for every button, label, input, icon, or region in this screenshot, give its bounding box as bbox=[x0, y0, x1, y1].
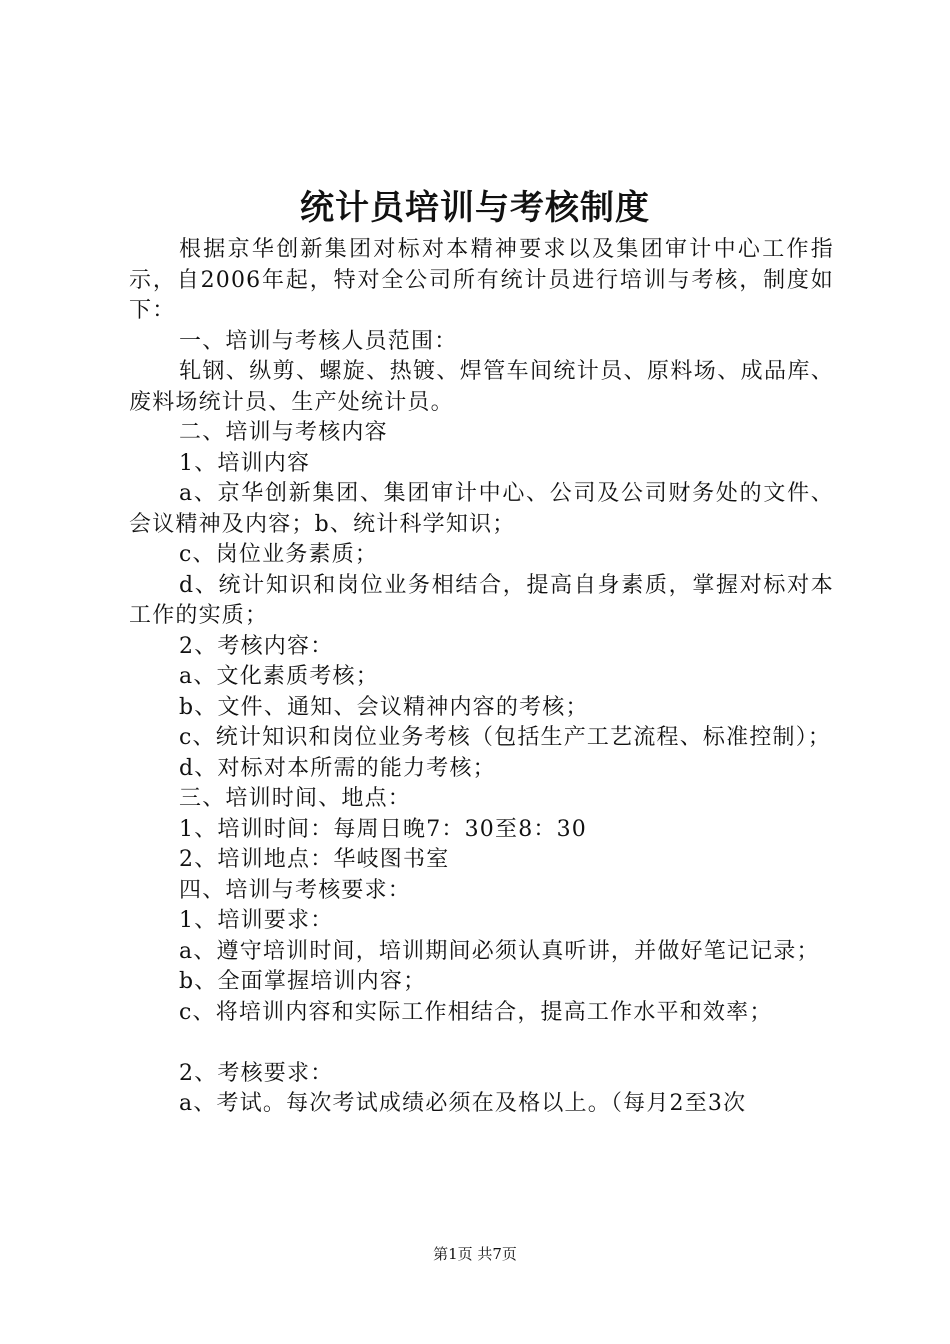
section-heading: 四、培训与考核要求： bbox=[179, 877, 412, 903]
subsection-heading: 2、考核要求： bbox=[179, 1060, 334, 1086]
subsection-heading: 2、考核内容： bbox=[179, 633, 334, 659]
list-item: 1、培训时间：每周日晚7：30至8：30 bbox=[179, 816, 587, 842]
section-heading: 二、培训与考核内容 bbox=[179, 420, 388, 445]
document-body bbox=[129, 235, 834, 1120]
list-item: a、遵守培训时间，培训期间必须认真听讲，并做好笔记记录； bbox=[179, 938, 820, 964]
paragraph: 轧钢、纵剪、螺旋、热镀、焊管车间统计员、原料场、成品库、废料场统计员、生产处统计员。 bbox=[129, 359, 834, 415]
blank-line bbox=[129, 1028, 834, 1059]
subsection-heading: 1、培训内容 bbox=[179, 450, 311, 476]
list-item: d、统计知识和岗位业务相结合，提高自身素质，掌握对标对本工作的实质； bbox=[129, 572, 834, 628]
list-item: a、京华创新集团、集团审计中心、公司及公司财务处的文件、会议精神及内容；b、统计科学知识； bbox=[129, 481, 834, 537]
list-item: a、文化素质考核； bbox=[179, 664, 379, 689]
list-item: 2、培训地点：华岐图书室 bbox=[179, 847, 450, 872]
list-item: c、将培训内容和实际工作相结合，提高工作水平和效率； bbox=[179, 999, 773, 1025]
section-heading: 三、培训时间、地点： bbox=[179, 786, 412, 811]
list-item: d、对标对本所需的能力考核； bbox=[179, 755, 496, 781]
paragraph: 根据京华创新集团对标对本精神要求以及集团审计中心工作指示，自2006年起，特对全公司所有统计员进行培训与考核，制度如下： bbox=[129, 237, 834, 323]
list-item: c、统计知识和岗位业务考核（包括生产工艺流程、标准控制）； bbox=[179, 725, 832, 750]
list-item: b、文件、通知、会议精神内容的考核； bbox=[179, 694, 589, 720]
list-item: a、考试。每次考试成绩必须在及格以上。（每月2至3次 bbox=[179, 1091, 747, 1116]
page-footer: 第1页 共7页 bbox=[433, 1245, 517, 1263]
document-title: 统计员培训与考核制度 bbox=[300, 188, 650, 228]
list-item: b、全面掌握培训内容； bbox=[179, 969, 427, 994]
list-item: c、岗位业务素质； bbox=[179, 542, 379, 567]
subsection-heading: 1、培训要求： bbox=[179, 908, 334, 933]
section-heading: 一、培训与考核人员范围： bbox=[179, 328, 458, 354]
